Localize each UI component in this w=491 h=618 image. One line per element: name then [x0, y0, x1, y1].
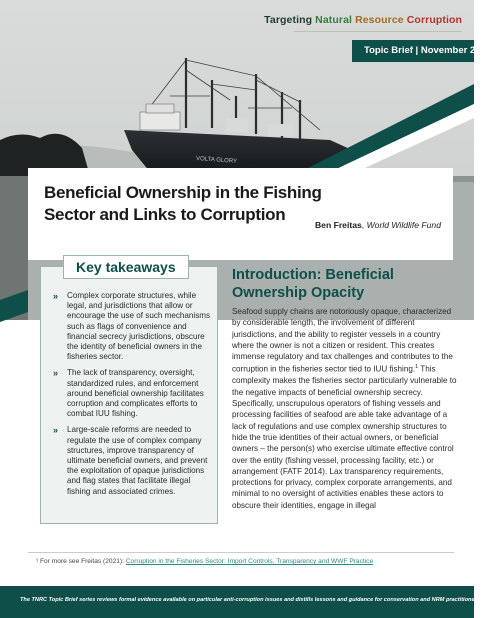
title-block	[28, 168, 453, 260]
brand-word-resource: Resource	[355, 14, 407, 26]
footnote-prefix: ¹ For more see Freitas (2021):	[36, 558, 126, 565]
byline-author: Ben Freitas	[314, 220, 362, 230]
brand-word-corruption: Corruption	[406, 14, 462, 26]
takeaway-text: Large-scale reforms are needed to regulate the use of complex company structures, improve transparency of ultimate beneficial owners, and prevent the exploitation of opaque jurisdictions and flag states that facilitate illegal fishing and associated crimes.	[67, 425, 208, 496]
list-item	[53, 291, 213, 362]
key-takeaways-heading: Key takeaways	[63, 255, 189, 279]
introduction-heading: Introduction: Beneficial Ownership Opacity	[232, 267, 394, 301]
chevron-right-icon: »	[53, 291, 59, 301]
introduction-text-part1: Seafood supply chains are notoriously opaque, characterized by considerable length, the involvement of different jurisdictions, and the ability to register vessels in a country where the owner is not a citizen or resident. This creates immense regulatory and tax challenges and contributes to the corruption in the fisheries sector tied to IUU fishing.	[232, 307, 453, 375]
takeaway-text: Complex corporate structures, while legal, and jurisdictions that allow or encourage the use of such mechanisms such as flags of convenience and financial secrecy jurisdictions, obscure the identity of beneficial owners in the fisheries sector.	[67, 291, 211, 362]
introduction-text-part2: This complexity makes the fisheries sector particularly vulnerable to the negative impacts of beneficial ownership secrecy. Specifically, unscrupulous operators of fishing vessels and processing facilities of seafood are able take advantage of a lack of regulations and use complex ownership structures to hide the true identities of their actual owners, or beneficial owners – the person(s) who exercise ultimate effective control over the entity (fishing vessel, processing facility, etc.) or arrangement (FATF 2014). Lax transparency requirements, protections for privacy, complex corporate arrangements, and minimal to no oversight of activities enables these actors to obscure their identities, engage in illegal	[232, 365, 457, 510]
key-takeaways-box	[40, 259, 218, 524]
brand-word-targeting: Targeting	[264, 14, 316, 26]
brand-word-natural: Natural	[315, 14, 356, 26]
chevron-right-icon: »	[53, 425, 59, 436]
brand-logo	[264, 14, 462, 26]
series-description: The TNRC Topic Brief series reviews formal evidence available on particular anti-corruption issues and distills lessons and guidance for conservation and NRM practitioners.	[20, 597, 482, 603]
takeaway-text: The lack of transparency, oversight, standardized rules, and enforcement around beneficial ownership facilitates corruption and complicates efforts to combat IUU fishing.	[67, 368, 204, 419]
footnote-link[interactable]: Corruption in the Fisheries Sector: Import Controls, Transparency and WWF Practice	[125, 558, 374, 565]
brand-divider	[294, 31, 462, 32]
byline: Ben Freitas, World Wildlife Fund	[314, 220, 441, 230]
chevron-right-icon: »	[53, 368, 59, 379]
key-takeaways-list	[53, 291, 213, 503]
introduction-body	[232, 306, 460, 511]
list-item	[53, 368, 213, 419]
svg-text:VOLTA GLORY: VOLTA GLORY	[195, 156, 238, 165]
byline-organization: World Wildlife Fund	[366, 220, 441, 230]
document-title: Beneficial Ownership in the Fishing Sector and Links to Corruption	[44, 183, 322, 224]
topic-brief-badge: Topic Brief | November 2021	[352, 40, 474, 62]
series-banner	[0, 586, 482, 618]
footnote-reference[interactable]: 1	[415, 364, 419, 371]
footnote-divider	[28, 552, 454, 553]
footnote	[36, 558, 373, 565]
list-item	[53, 425, 213, 496]
